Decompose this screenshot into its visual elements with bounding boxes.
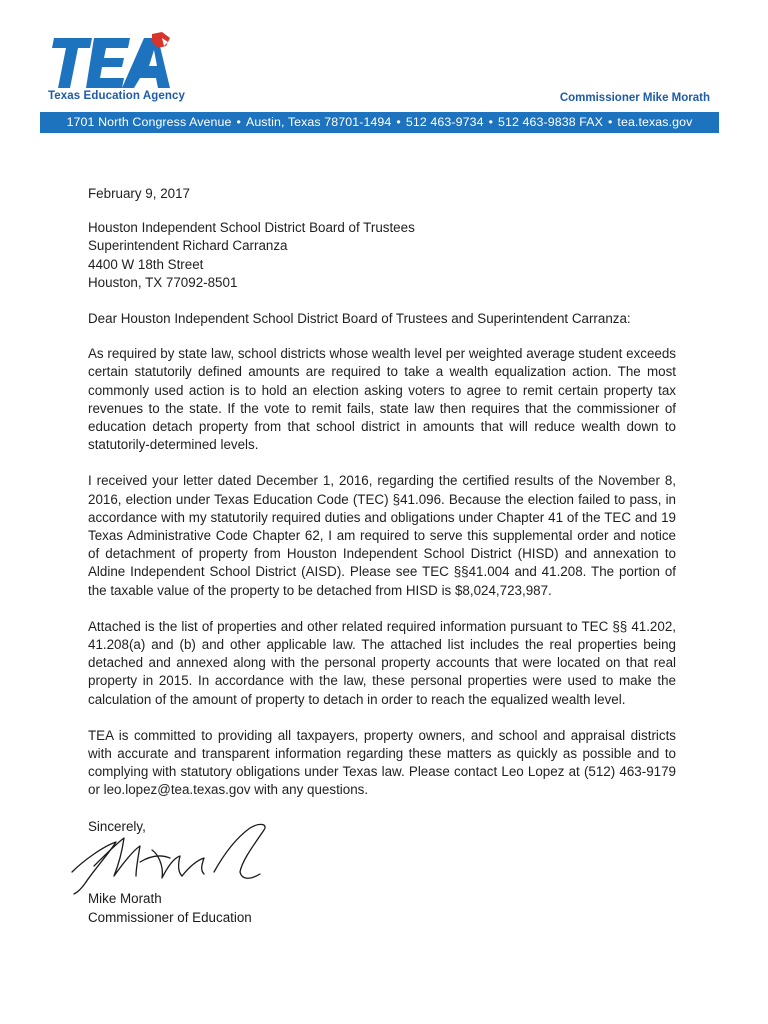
salutation: Dear Houston Independent School District Board of Trustees and Superintendent Carranza:	[88, 311, 631, 327]
signer-name: Mike Morath	[88, 891, 162, 906]
paragraph-attached-list: Attached is the list of properties and other related required information pursuant to TEC §§ 41.202, 41.208(a) and (b) and other applicable law. The attached list includes the real properties being detached and annexed along with the personal property accounts that were located on that real property in 2015. In accordance with the law, these personal properties were used to make the calculation of the amount of property to detach in order to reach the equalized wealth level.	[88, 618, 676, 707]
recipient-line: Houston Independent School District Board of Trustees	[88, 220, 415, 236]
website-link[interactable]: tea.texas.gov	[617, 115, 693, 129]
fax-number: 512 463-9838 FAX	[498, 115, 603, 129]
street-address: 1701 North Congress Avenue	[66, 115, 232, 129]
agency-name: Texas Education Agency	[48, 90, 186, 102]
paragraph-detachment-order: I received your letter dated December 1, 2016, regarding the certified results of the November 8, 2016, election under Texas Education Code (TEC) §41.096. Because the election failed to pass, in accordance with my statutorily required duties and obligations under Chapter 41 of the TEC and 19 Texas Administrative Code Chapter 62, I am required to serve this supplemental order and notice of detachment of property from Houston Independent School District (HISD) and annexation to Aldine Independent School District (AISD). Please see TEC §§41.004 and 41.208. The portion of the taxable value of the property to be detached from HISD is $8,024,723,987.	[88, 473, 676, 598]
separator: •	[236, 115, 241, 129]
letter-date: February 9, 2017	[88, 186, 190, 201]
recipient-line: Houston, TX 77092-8501	[88, 274, 238, 290]
handwritten-signature	[64, 802, 284, 897]
separator: •	[488, 115, 494, 129]
recipient-line: 4400 W 18th Street	[88, 256, 204, 272]
letter-body	[88, 185, 676, 818]
separator: •	[607, 115, 613, 129]
address-bar	[40, 112, 719, 133]
paragraph-wealth-equalization: As required by state law, school districts whose wealth level per weighted average student exceeds certain statutorily defined amounts are required to take a wealth equalization action. The most commonly used action is to hold an election asking voters to agree to remit certain property tax revenues to the state. If the vote to remit fails, state law then requires that the commissioner of education detach property from that school district in amounts that will reduce wealth down to statutorily-determined levels.	[88, 346, 676, 453]
city-state-zip: Austin, Texas 78701-1494	[245, 115, 392, 129]
phone-number: 512 463-9734	[405, 115, 484, 129]
signer-title: Commissioner of Education	[88, 909, 252, 925]
tea-logo	[48, 32, 188, 92]
signer-block	[88, 890, 252, 927]
closing: Sincerely,	[88, 819, 146, 834]
commissioner-name: Commissioner Mike Morath	[559, 92, 710, 104]
separator: •	[396, 115, 401, 129]
paragraph-contact: TEA is committed to providing all taxpayers, property owners, and school and appraisal districts with accurate and transparent information regarding these matters as quickly as possible and to complying with statutory obligations under Texas law. Please contact Leo Lopez at (512) 463-9179 or leo.lopez@tea.texas.gov with any questions.	[88, 727, 676, 798]
recipient-address	[88, 219, 676, 292]
recipient-line: Superintendent Richard Carranza	[88, 238, 288, 254]
